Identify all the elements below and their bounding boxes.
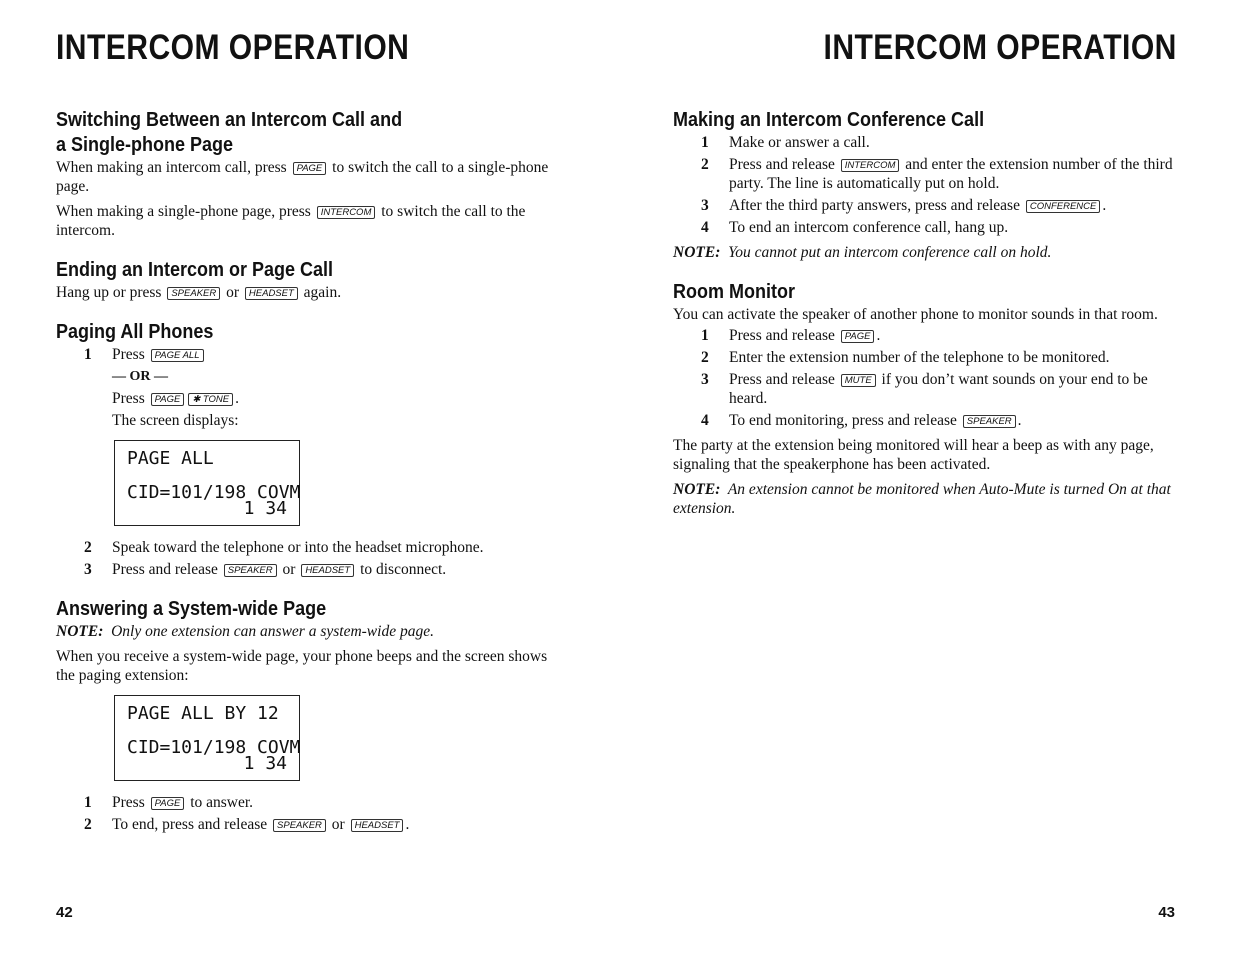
intercom-key: INTERCOM [841, 159, 900, 172]
section-paging [56, 320, 556, 579]
section-room-monitor [673, 280, 1178, 518]
heading-line-2: a Single-phone Page [56, 134, 234, 156]
step [673, 370, 1178, 408]
lcd-screen [114, 695, 300, 781]
step [673, 133, 1178, 152]
section-conference [673, 108, 1178, 262]
text: to switch the call to the intercom. [56, 203, 526, 239]
text: Hang up or press [56, 284, 162, 301]
paragraph [56, 283, 556, 302]
text: Enter the extension number of the telephone to be monitored. [729, 349, 1110, 366]
text: Press and release [729, 327, 835, 344]
step [56, 538, 556, 557]
step-number: 3 [84, 561, 92, 578]
page-key: PAGE [293, 162, 327, 175]
text: Press [112, 794, 145, 811]
page-key: PAGE [151, 797, 185, 810]
page-title: INTERCOM OPERATION [56, 28, 410, 67]
note-text: You cannot put an intercom conference call on hold. [728, 244, 1052, 261]
text: Press [112, 390, 145, 407]
or-separator: — OR — [112, 369, 168, 384]
screen-displays-label: The screen displays: [112, 412, 239, 429]
text: To end, press and release [112, 816, 268, 833]
headset-key: HEADSET [245, 287, 298, 300]
heading-line-1: Switching Between an Intercom Call and [56, 109, 403, 131]
step-number: 2 [701, 349, 709, 366]
intercom-key: INTERCOM [317, 206, 376, 219]
text: if you don’t want sounds on your end to be heard. [729, 371, 1148, 407]
text: To end monitoring, press and release [729, 412, 957, 429]
step-number: 4 [701, 219, 709, 236]
note-text: An extension cannot be monitored when Auto-Mute is turned On at that extension. [673, 481, 1171, 517]
text: . [1102, 197, 1107, 214]
page-number: 42 [56, 904, 73, 921]
text: or [226, 284, 240, 301]
text: After the third party answers, press and release [729, 197, 1020, 214]
lcd-screen [114, 440, 300, 526]
text: . [235, 390, 240, 407]
star-tone-key: ✱ TONE [188, 393, 233, 406]
step [673, 196, 1178, 215]
text: . [405, 816, 410, 833]
lcd-line-1: PAGE ALL BY 12 [127, 703, 279, 724]
lcd-line-1: PAGE ALL [127, 448, 214, 469]
step-number: 1 [84, 346, 92, 363]
section-heading [56, 108, 506, 158]
text: again. [303, 284, 342, 301]
speaker-key: SPEAKER [963, 415, 1016, 428]
text: When making a single-phone page, press [56, 203, 311, 220]
left-page [0, 0, 617, 954]
text: to answer. [190, 794, 254, 811]
text: Press and release [729, 156, 835, 173]
step-number: 2 [84, 539, 92, 556]
text: or [331, 816, 345, 833]
text: Press and release [729, 371, 835, 388]
speaker-key: SPEAKER [167, 287, 220, 300]
step [673, 411, 1178, 430]
page-number: 43 [1158, 904, 1175, 921]
step [673, 348, 1178, 367]
step-number: 1 [701, 134, 709, 151]
section-heading: Ending an Intercom or Page Call [56, 259, 334, 281]
step [673, 218, 1178, 237]
step-number: 4 [701, 412, 709, 429]
step [673, 155, 1178, 193]
text: . [1017, 412, 1022, 429]
page-all-key: PAGE ALL [151, 349, 204, 362]
text: and enter the extension number of the third party. The line is automatically put on hold. [729, 156, 1173, 192]
step [56, 815, 556, 834]
paragraph: You can activate the speaker of another phone to monitor sounds in that room. [673, 306, 1158, 323]
section-heading: Answering a System-wide Page [56, 598, 327, 620]
note-label: NOTE: [673, 244, 721, 261]
step-number: 3 [701, 197, 709, 214]
text: To end an intercom conference call, hang up. [729, 219, 1009, 236]
page-key: PAGE [151, 393, 185, 406]
step [56, 345, 556, 364]
speaker-key: SPEAKER [224, 564, 277, 577]
note-label: NOTE: [673, 481, 721, 498]
text: . [876, 327, 881, 344]
text: Press [112, 346, 145, 363]
headset-key: HEADSET [351, 819, 404, 832]
lcd-line-3: 1 34 [243, 498, 287, 519]
mute-key: MUTE [841, 374, 876, 387]
left-content [56, 108, 556, 852]
note-label: NOTE: [56, 623, 104, 640]
speaker-key: SPEAKER [273, 819, 326, 832]
note [56, 622, 556, 641]
step [673, 326, 1178, 345]
page-title: INTERCOM OPERATION [823, 28, 1177, 67]
text: to switch the call to a single-phone page. [56, 159, 549, 195]
conference-key: CONFERENCE [1026, 200, 1101, 213]
step-number: 2 [84, 816, 92, 833]
section-answering [56, 597, 556, 834]
step-alt [56, 389, 556, 408]
step-number: 1 [84, 794, 92, 811]
right-content [673, 108, 1178, 536]
section-heading: Paging All Phones [56, 321, 214, 343]
page-key: PAGE [841, 330, 875, 343]
section-ending [56, 258, 556, 302]
lcd-line-3: 1 34 [243, 753, 287, 774]
lcd-line-2: CID=101/198 COVM [127, 482, 301, 503]
text: to disconnect. [360, 561, 447, 578]
section-switching [56, 108, 556, 240]
text: Make or answer a call. [729, 134, 870, 151]
section-heading: Making an Intercom Conference Call [673, 109, 985, 131]
note [673, 243, 1178, 262]
headset-key: HEADSET [301, 564, 354, 577]
text: Press and release [112, 561, 218, 578]
text: Speak toward the telephone or into the headset microphone. [112, 539, 484, 556]
section-heading: Room Monitor [673, 281, 795, 303]
note [673, 480, 1178, 518]
step [56, 560, 556, 579]
paragraph [56, 158, 556, 196]
paragraph [56, 202, 556, 240]
text: When making an intercom call, press [56, 159, 287, 176]
paragraph: When you receive a system-wide page, your phone beeps and the screen shows the paging extension: [56, 648, 548, 684]
right-page [617, 0, 1235, 954]
note-text: Only one extension can answer a system-wide page. [111, 623, 434, 640]
step [56, 793, 556, 812]
step-number: 2 [701, 156, 709, 173]
step-number: 1 [701, 327, 709, 344]
text: or [282, 561, 296, 578]
lcd-line-2: CID=101/198 COVM [127, 737, 301, 758]
step-number: 3 [701, 371, 709, 388]
paragraph: The party at the extension being monitored will hear a beep as with any page, signaling that the speakerphone has been activated. [673, 437, 1154, 473]
